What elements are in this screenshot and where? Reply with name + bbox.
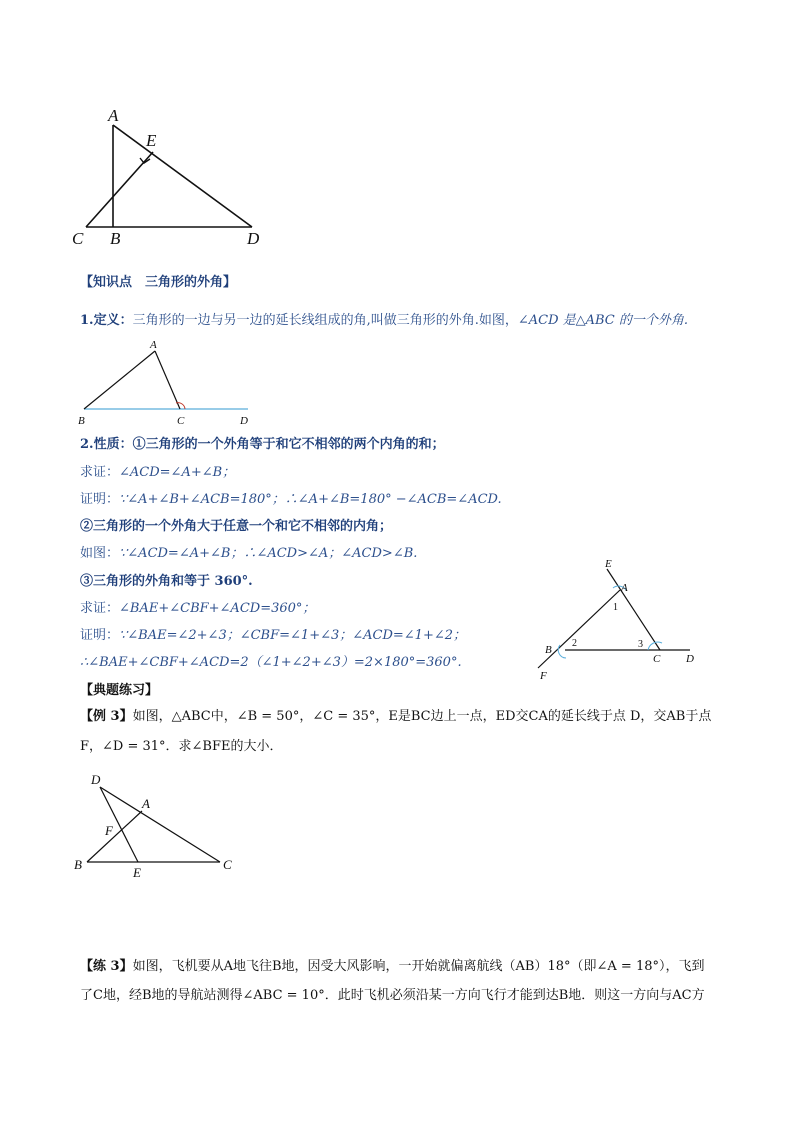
definition-text: 三角形的一边与另一边的延长线组成的角,叫做三角形的外角.如图，: [132, 313, 518, 328]
label-C-ex3: C: [223, 857, 232, 872]
practice3-line2: 了C地，经B地的导航站测得∠ABC = 10°．此时飞机必须沿某一方向飞行才能到达B地．则这一方向与AC方: [80, 988, 705, 1003]
label-E-ex3: E: [133, 865, 141, 880]
label-F-ex3: F: [105, 823, 113, 838]
label-A-top: A: [108, 106, 119, 125]
examples-header: 【典题练习】: [80, 683, 159, 698]
label-C-def: C: [177, 415, 185, 427]
prove-math-3: ∠BAE+∠CBF+∠ACD=360°；: [119, 601, 316, 616]
example3-line2: F，∠D = 31°．求∠BFE的大小．: [80, 739, 283, 754]
label-C-ext: C: [653, 653, 661, 665]
label-A-ex3: A: [142, 796, 150, 811]
label-2-ext: 2: [572, 638, 577, 649]
label-A-ext: A: [621, 582, 628, 594]
definition-math: ∠ACD 是△ABC 的一个外角.: [517, 313, 689, 328]
label-D-ex3: D: [91, 772, 101, 787]
practice3-tag: 【练 3】: [80, 959, 133, 974]
prove-label-3: 求证：: [80, 601, 120, 616]
label-B-ext: B: [545, 644, 552, 656]
property-num: 2.性质：: [80, 437, 133, 452]
proof-math-3a: ∵∠BAE=∠2+∠3；∠CBF=∠1+∠3；∠ACD=∠1+∠2；: [119, 628, 467, 643]
prove-math-1: ∠ACD=∠A+∠B；: [119, 465, 236, 480]
property-1-title: ①三角形的一个外角等于和它不相邻的两个内角的和；: [132, 437, 445, 452]
p2-math: ∵∠ACD=∠A+∠B；∴∠ACD>∠A；∠ACD>∠B.: [119, 546, 418, 561]
label-D-top: D: [247, 229, 260, 248]
label-E-top: E: [146, 131, 157, 150]
label-C-top: C: [72, 229, 84, 248]
label-B-def: B: [78, 415, 85, 427]
label-3-ext: 3: [638, 639, 643, 650]
p2-label: 如图：: [80, 546, 120, 561]
label-D-ext: D: [686, 653, 694, 665]
label-F-ext: F: [540, 670, 547, 682]
definition-num: 1.定义：: [80, 313, 133, 328]
label-B-top: B: [110, 229, 121, 248]
property-3-title: ③三角形的外角和等于 360°.: [80, 574, 253, 589]
practice3-text1: 如图，飞机要从A地飞往B地，因受大风影响，一开始就偏离航线（AB）18°（即∠A = 18°），飞到: [132, 959, 705, 974]
proof-label-3: 证明：: [80, 628, 120, 643]
proof-label-1: 证明：: [80, 492, 120, 507]
section-header: 【知识点 三角形的外角】: [80, 275, 237, 290]
label-E-ext: E: [605, 558, 612, 570]
prove-label-1: 求证：: [80, 465, 120, 480]
label-D-def: D: [240, 415, 248, 427]
example3-tag: 【例 3】: [80, 709, 133, 724]
property-3-proof-2: ∴∠BAE+∠CBF+∠ACD=2（∠1+∠2+∠3）=2×180°=360°.: [80, 655, 462, 670]
proof-math-1: ∵∠A+∠B+∠ACB=180°；∴∠A+∠B=180° −∠ACB=∠ACD.: [119, 492, 502, 507]
label-1-ext: 1: [613, 602, 618, 613]
label-A-def: A: [150, 339, 157, 351]
property-2-title: ②三角形的一个外角大于任意一个和它不相邻的内角；: [80, 519, 393, 534]
example3-text1: 如图，△ABC中，∠B = 50°，∠C = 35°，E是BC边上一点，ED交CA的延长线于点 D，交AB于点: [132, 709, 712, 724]
practice3-line1: [80, 958, 704, 976]
label-B-ex3: B: [74, 857, 82, 872]
